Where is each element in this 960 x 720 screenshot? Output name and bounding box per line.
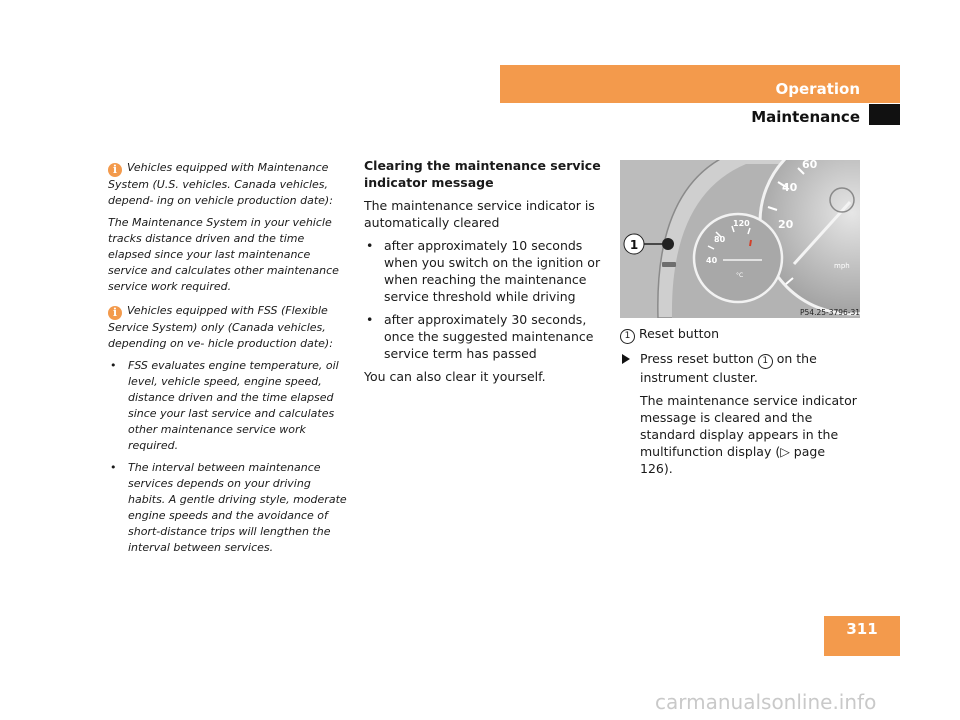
instrument-cluster-illustration	[620, 160, 860, 318]
speedo-tick-label: 20	[778, 218, 794, 231]
step-text-start: Press reset button	[640, 351, 754, 366]
callout-legend	[620, 325, 860, 344]
condition-item: • after approximately 30 seconds, once the suggested maintenance service term has passed	[364, 311, 604, 362]
condition-item: • after approximately 10 seconds when you switch on the ignition or when reaching the maintenance service threshold while driving	[364, 237, 604, 305]
temp-tick-label: 120	[733, 219, 750, 228]
info-note-fss	[108, 303, 348, 556]
note-body: The Maintenance System in your vehicle tracks distance driven and the time elapsed since your last maintenance service and calculates other maintenance service work required.	[108, 216, 339, 293]
page-number: 311	[846, 620, 878, 638]
section-heading: Clearing the maintenance service indicator message	[364, 158, 601, 190]
clearing-section	[364, 157, 604, 391]
condition-list	[364, 237, 604, 362]
section-title: Operation	[775, 80, 860, 98]
procedure-step	[620, 350, 860, 386]
temp-tick-label: 80	[714, 235, 726, 244]
note-lead: Vehicles equipped with FSS (Flexible Service System) only (Canada vehicles, depending on ve- hicle production date):	[108, 304, 333, 350]
intro-text: The maintenance service indicator is automatically cleared	[364, 198, 595, 230]
note-bullet: • FSS evaluates engine temperature, oil level, vehicle speed, engine speed, distance driven and the time elapsed since your last service and calculates other maintenance service work required.	[108, 358, 348, 454]
watermark: carmanualsonline.info	[655, 690, 877, 714]
note-lead: Vehicles equipped with Maintenance System (U.S. vehicles. Canada vehicles, depend- ing on vehicle production date):	[108, 161, 333, 207]
callout-label: Reset button	[638, 326, 720, 341]
reset-procedure	[620, 325, 860, 483]
outro-text: You can also clear it yourself.	[364, 369, 546, 384]
info-icon: i	[108, 163, 122, 177]
step-result: The maintenance service indicator message is cleared and the standard display appears in the multifunction display (▷ page 126).	[640, 393, 857, 476]
step-text-end: on the instrument cluster.	[640, 351, 817, 385]
temp-tick-label: 40	[706, 256, 718, 265]
info-notes	[108, 160, 348, 564]
speedo-unit: mph	[834, 262, 850, 270]
instrument-cluster-figure	[620, 160, 860, 318]
note-bullet: • The interval between maintenance services depends on your driving habits. A gentle driving style, moderate engine speeds and the avoidance of short-distance trips will lengthen the interval between services.	[108, 460, 348, 556]
temp-unit: °C	[736, 272, 744, 279]
header-marker	[869, 104, 900, 125]
image-code: P54.25-3796-31	[800, 308, 861, 317]
speedo-tick-label: 40	[782, 181, 798, 194]
callout-marker: 1	[758, 354, 773, 369]
speedo-tick-label: 60	[802, 160, 818, 171]
info-note-maintenance-system	[108, 160, 348, 295]
note-bullet-list	[108, 358, 348, 556]
callout-marker: 1	[620, 329, 635, 344]
subsection-title: Maintenance	[751, 108, 860, 126]
figure-callout: 1	[629, 238, 639, 252]
info-icon: i	[108, 306, 122, 320]
